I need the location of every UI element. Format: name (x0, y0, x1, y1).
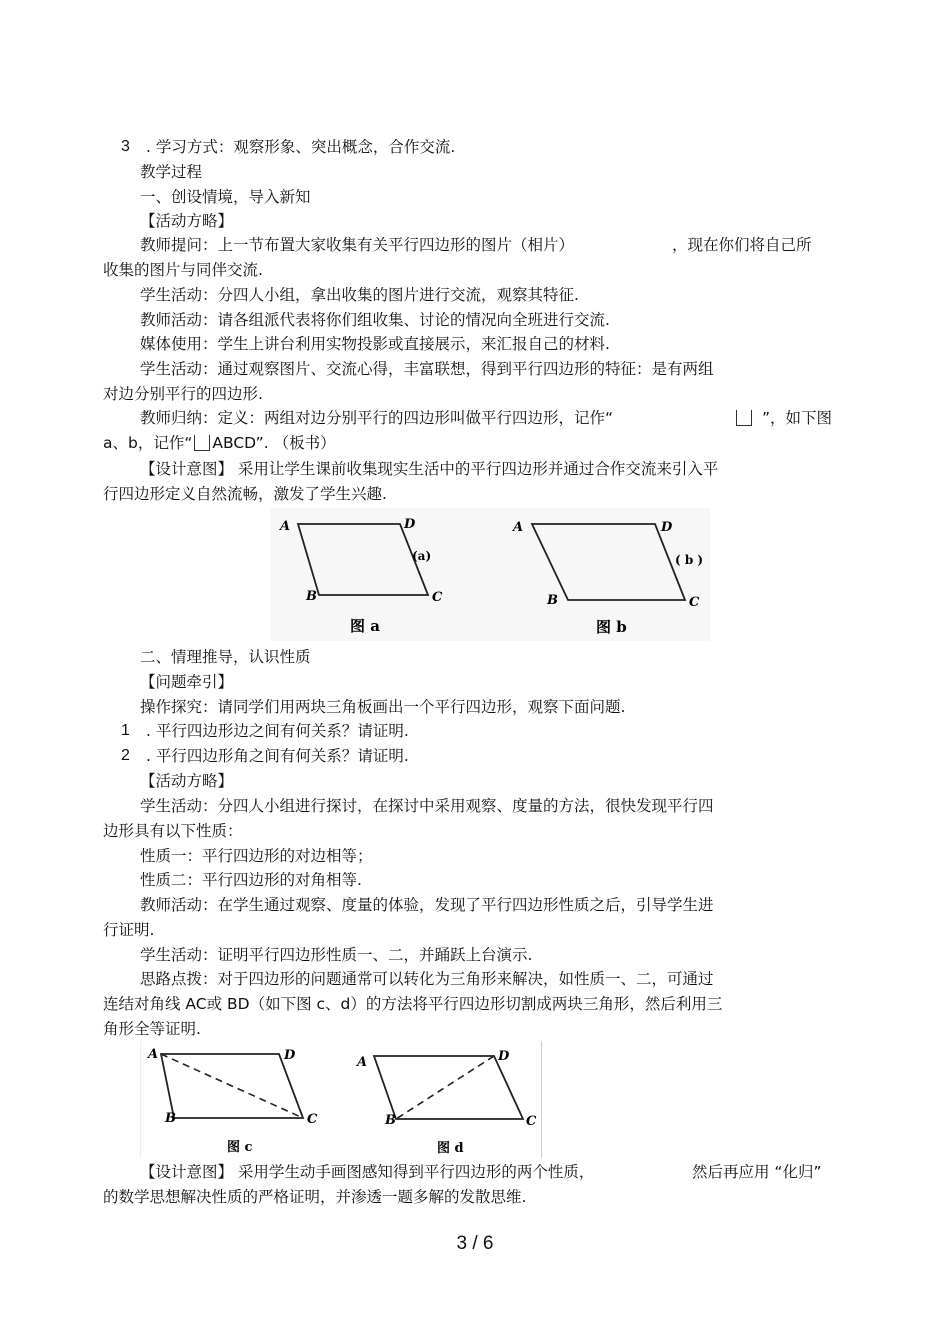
figures-cd-svg (141, 1041, 541, 1158)
activity-strategy-label: 【活动方略】 (140, 772, 234, 790)
list-number-1: 1 (121, 722, 130, 739)
teacher-question-text: 教师提问：上一节布置大家收集有关平行四边形的图片（相片） (140, 236, 575, 254)
paragraph-line: 的数学思想解决性质的严格证明，并渗透一题多解的发散思维. (103, 1188, 527, 1206)
parallelogram-symbol-icon (736, 410, 752, 426)
parallelogram-a (298, 524, 428, 595)
vertex-label: C (432, 590, 443, 605)
figure-caption: 图 d (437, 1141, 464, 1156)
vertex-label: B (547, 593, 558, 608)
parallelogram-d (374, 1056, 523, 1119)
vertex-label: B (306, 589, 317, 604)
paragraph-line: 行证明. (103, 921, 155, 939)
design-intent-line: 【设计意图】 采用学生动手画图感知得到平行四边形的两个性质， (140, 1163, 595, 1181)
problem-guidance-label: 【问题牵引】 (140, 673, 234, 691)
notation-line (103, 433, 336, 453)
list-number-2: 2 (121, 747, 130, 764)
vertex-label: B (385, 1113, 396, 1128)
design-intent-line-end: 然后再应用 “化归” (692, 1163, 822, 1181)
learning-method-line: . 学习方式：观察形象、突出概念，合作交流. (146, 138, 456, 156)
paragraph-line: 边形具有以下性质： (103, 822, 243, 840)
activity-strategy-label: 【活动方略】 (140, 212, 234, 230)
teacher-question-line-end: ，现在你们将自己所 (672, 236, 812, 254)
design-intent-line: 【设计意图】 采用让学生课前收集现实生活中的平行四边形并通过合作交流来引入平 (140, 460, 719, 478)
parallelogram-symbol-icon (194, 435, 210, 451)
property-one: 性质一：平行四边形的对边相等； (140, 847, 373, 865)
teacher-activity-line: 教师活动：在学生通过观察、度量的体验，发现了平行四边形性质之后，引导学生进 (140, 896, 714, 914)
paragraph-line: 连结对角线 AC或 BD（如下图 c、d）的方法将平行四边形切割成两块三角形，然后利用三 (103, 995, 723, 1013)
teacher-activity-line: 教师活动：请各组派代表将你们组收集、讨论的情况向全班进行交流. (140, 311, 610, 329)
section-heading-one: 一、创设情境，导入新知 (140, 188, 311, 206)
section-heading-teaching-process: 教学过程 (140, 163, 203, 181)
vertex-label: D (404, 517, 416, 532)
paragraph-line: 角形全等证明. (103, 1020, 201, 1038)
figure-caption: 图 b (596, 618, 627, 636)
vertex-label: A (357, 1055, 368, 1070)
notation-prefix: a、b，记作“ (103, 434, 193, 452)
operation-explore-line: 操作探究：请同学们用两块三角板画出一个平行四边形，观察下面问题. (140, 698, 626, 716)
figure-note: ( b ) (675, 553, 704, 567)
teacher-question-line (140, 235, 574, 255)
question-2: . 平行四边形角之间有何关系？请证明. (146, 747, 409, 765)
diagonal-bd (396, 1056, 494, 1119)
hint-line: 思路点拨：对于四边形的问题通常可以转化为三角形来解决，如性质一、二，可通过 (140, 970, 714, 988)
figure-cd-panel (140, 1041, 542, 1158)
student-activity-line: 学生活动：证明平行四边形性质一、二，并踊跃上台演示. (140, 946, 533, 964)
question-1: . 平行四边形边之间有何关系？请证明. (146, 722, 409, 740)
list-number-3: 3 (121, 138, 130, 155)
vertex-label: B (165, 1111, 176, 1126)
vertex-label: D (284, 1048, 296, 1063)
figure-ab-panel (270, 508, 710, 641)
definition-line-end: ”，如下图 (762, 409, 833, 427)
paragraph-line: 收集的图片与同伴交流. (103, 261, 263, 279)
parallelogram-b (532, 524, 685, 600)
page-number: 3 / 6 (456, 1233, 494, 1254)
notation-suffix: ABCD”. （板书） (212, 434, 336, 452)
student-activity-line: 学生活动：通过观察图片、交流心得，丰富联想，得到平行四边形的特征：是有两组 (140, 360, 714, 378)
vertex-label: C (689, 595, 700, 610)
property-two: 性质二：平行四边形的对角相等. (140, 871, 362, 889)
vertex-label: D (498, 1049, 510, 1064)
student-activity-line: 学生活动：分四人小组，拿出收集的图片进行交流，观察其特征. (140, 286, 579, 304)
vertex-label: C (526, 1114, 537, 1129)
figure-caption: 图 a (350, 617, 380, 635)
vertex-label: A (148, 1047, 159, 1062)
vertex-label: C (307, 1112, 318, 1127)
vertex-label: D (661, 520, 673, 535)
paragraph-line: 行四边形定义自然流畅，激发了学生兴趣. (103, 485, 387, 503)
paragraph-line: 对边分别平行的四边形. (103, 385, 263, 403)
vertex-label: A (280, 519, 291, 534)
vertex-label: A (513, 520, 524, 535)
media-use-line: 媒体使用：学生上讲台利用实物投影或直接展示，来汇报自己的材料. (140, 335, 610, 353)
section-heading-two: 二、情理推导，认识性质 (140, 648, 311, 666)
student-activity-line: 学生活动：分四人小组进行探讨，在探讨中采用观察、度量的方法，很快发现平行四 (140, 797, 714, 815)
figures-ab-svg (270, 508, 710, 641)
figure-caption: 图 c (227, 1140, 253, 1155)
definition-line: 教师归纳：定义：两组对边分别平行的四边形叫做平行四边形，记作“ (140, 409, 614, 427)
figure-note: (a) (412, 549, 432, 563)
